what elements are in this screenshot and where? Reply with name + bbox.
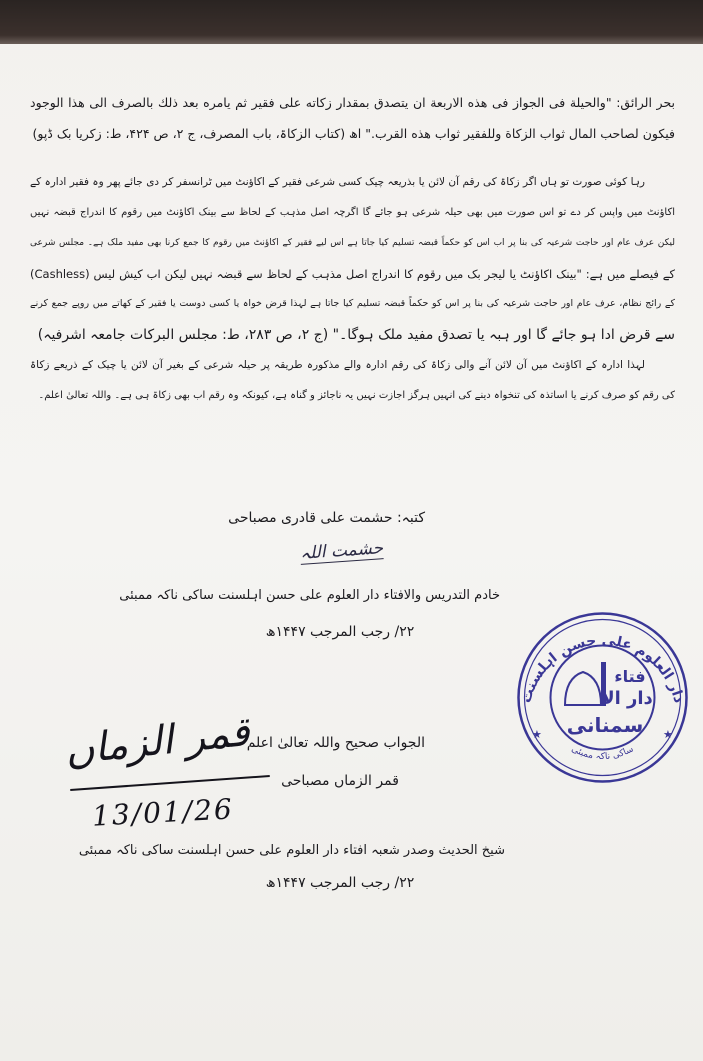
verifier-endorsement: الجواب صحیح واللہ تعالیٰ اعلم [246, 735, 425, 751]
body-line: رہا کوئی صورت تو ہاں اگر زکاۃ کی رقم آن لائن یا بذریعہ چیک کسی شرعی فقیر کے اکاؤنٹ میں ٹرانسفر کر دی جائے پھر وہ فقیر ادارہ کے [30, 176, 645, 188]
verifier-name: قمر الزماں مصباحی [281, 773, 399, 789]
body-line: سے قرض ادا ہو جائے گا اور ہبہ یا تصدق مفید ملک ہوگا۔" (ج ۲، ص ۲۸۳، ط: مجلس البرکات جامعہ اشرفیہ) [37, 326, 675, 343]
stamp-outer-text: دار العلوم علی حسن اہلسنت [518, 632, 687, 705]
institution-stamp [515, 610, 690, 785]
body-line: اکاؤنٹ میں واپس کر دے تو اس صورت میں بھی حیلہ شرعی ہو جائے گا اگرچہ اصل مذہب کے لحاظ سے بینک اکاؤنٹ میں رقوم کا اندراج قبضہ نہیں [30, 206, 675, 218]
quote-line: بحر الرائق: "والحیلة فی الجواز فی هذه الاربعة ان یتصدق بمقدار زكاته علی فقیر ثم یامره بعد ذلك بالصرف الی هذا الوجود [30, 95, 675, 110]
signature-underline [70, 775, 270, 791]
stamp-inner-text: فتاء [614, 667, 646, 686]
dome-icon [565, 672, 601, 705]
photo-dark-top-edge [0, 0, 703, 44]
writer-name: کتبہ: حشمت علی قادری مصباحی [228, 510, 425, 526]
stamp-inner-text: سمنانی [566, 713, 644, 737]
body-line: لیکن عرف عام اور حاجت شرعیہ کی بنا پر اب اس کو حکماً قبضہ تسلیم کیا جاتا ہے اس لیے فقیر کے اکاؤنٹ میں رقوم کا جمع کرنا بھی مفید ملک ہے۔ مجلس شرعی [30, 238, 675, 248]
conclusion-line: لہذا ادارہ کے اکاؤنٹ میں آن لائن آنے والی زکاۃ کی رقم ادارہ والے مذکورہ طریقہ پر حیلہ شرعی کے بغیر آن لائن یا چیک کے ذریعے زکاۃ [30, 359, 645, 371]
star-icon: ★ [663, 728, 673, 741]
verifier-date: ۲۲/ رجب المرجب ۱۴۴۷ھ [265, 875, 415, 891]
quote-reference-line: فیكون لصاحب المال ثواب الزكاة وللفقیر ثواب هذه القرب." اھ (کتاب الزکاۃ، باب المصرف، ج ۲، ص ۴۲۴، ط: زکریا بک ڈپو) [32, 125, 675, 141]
stamp-inner-text: دار الا [601, 688, 653, 709]
writer-date: ۲۲/ رجب المرجب ۱۴۴۷ھ [265, 624, 415, 640]
conclusion-line: کی رقم کو صرف کرنے یا اساتذہ کی تنخواہ دینے کی انہیں ہرگز اجازت نہیں یہ ناجائز و گناہ ہے، کیونکہ وہ رقم اب بھی زکاۃ ہی ہے۔ واللہ تعالیٰ اعلم۔ [38, 389, 675, 401]
stamp-bottom-text: ساکی ناکہ ممبئی [569, 744, 636, 763]
star-icon: ★ [532, 728, 542, 741]
writer-designation: خادم التدریس والافتاء دار العلوم علی حسن اہلسنت ساکی ناکہ ممبئی [119, 588, 500, 603]
fatwa-body [30, 88, 675, 411]
handwritten-date: 13/01/26 [91, 792, 235, 833]
verifier-designation: شیخ الحدیث وصدر شعبہ افتاء دار العلوم علی حسن اہلسنت ساکی ناکہ ممبئی [78, 843, 505, 858]
writer-signature: حشمت اللہ [299, 538, 384, 564]
body-line: کے رائج نظام، عرف عام اور حاجت شرعیہ کی بنا پر اس کو حکماً قبضہ تسلیم کیا جاتا ہے لہذا قرض خواہ یا کسی دوست یا فقیر کے کھاتے میں روپے جمع کرنے [30, 298, 675, 309]
body-line: کے فیصلے میں ہے: "بینک اکاؤنٹ یا لیجر بک میں رقوم کا اندراج اصل مذہب کے لحاظ سے قبضہ نہیں لیکن اب کیش لیس (Cashless) [30, 266, 675, 281]
verifier-handwritten-signature: قمر الزماں [62, 708, 252, 775]
